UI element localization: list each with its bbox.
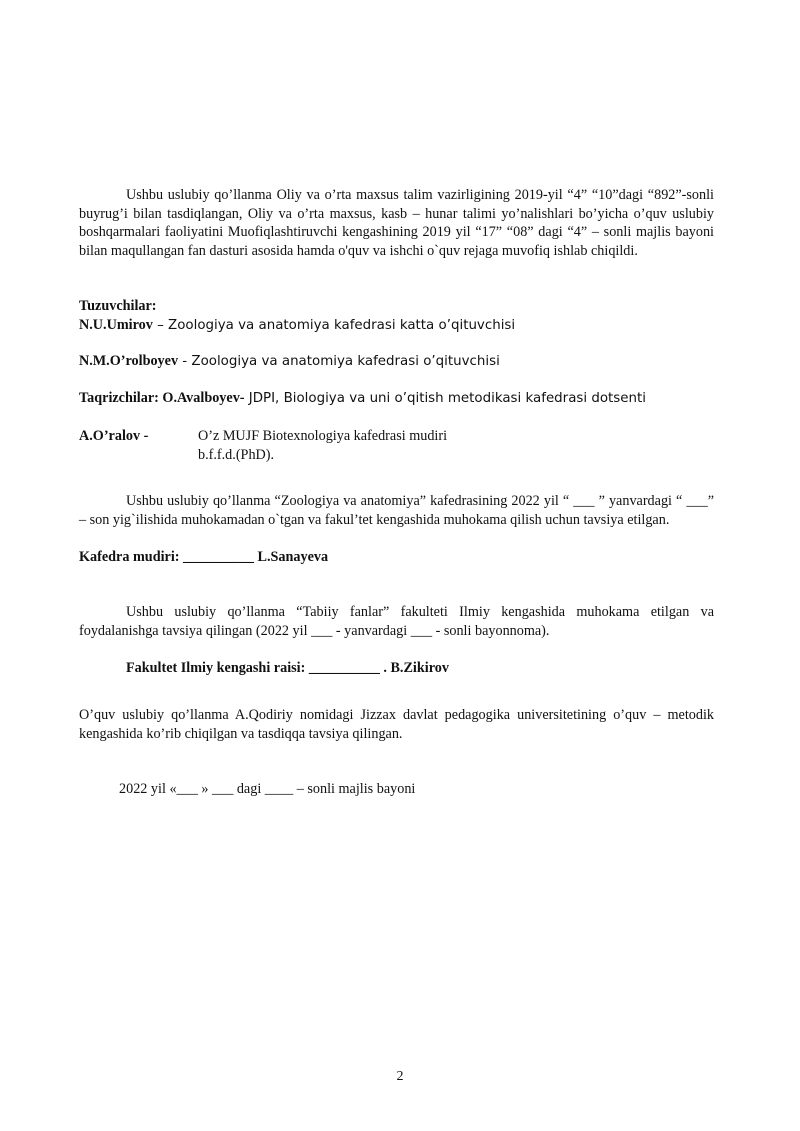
reviewer-2-name: A.O’ralov - (79, 428, 149, 444)
university-paragraph: O’quv uslubiy qo’llanma A.Qodiriy nomidagi Jizzax davlat pedagogika universitetining o’quv – metodik kengashida ko’rib chiqilgan va tasdiqqa tavsiya qilingan. (79, 707, 714, 742)
reviewer-2-desc: O’z MUJF Biotexnologiya kafedrasi mudiri (198, 428, 448, 444)
author-2-name: N.M.O’rolboyev (79, 353, 179, 369)
department-paragraph: Ushbu uslubiy qo’llanma “Zoologiya va anatomiya” kafedrasining 2022 yil “ ___ ” yanvardagi “ ___” – son yig`ilishida muhokamadan o`tgan va fakul’tet kengashida muhokama qilish uchun tavsiya etilgan. (79, 493, 714, 528)
reviewer-2 (79, 427, 148, 445)
author-1 (79, 316, 515, 335)
author-1-desc: – Zoologiya va anatomiya kafedrasi katta o’qituvchisi (152, 318, 516, 333)
approval-paragraph: Ushbu uslubiy qo’llanma Oliy va o’rta maxsus talim vazirligining 2019-yil “4” “10”dagi “892”-sonli buyrug’i bilan tasdiqlangan, Oliy va o’rta maxsus, kasb – hunar talimi yo’nalishlari bo’yicha o’quv uslubiy boshqarmalari faoliyatini Muofiqlashtiruvchi kengashining 2019 yil “17” “08” dagi “4” – sonli majlis bayoni bilan maqullangan fan dasturi asosida hamda o'quv va ishchi o`quv rejaga muvofiq ishlab chiqildi. (79, 187, 714, 259)
reviewer-2-degree: b.f.f.d.(PhD). (198, 447, 275, 463)
author-2 (79, 352, 500, 371)
reviewers-label: Taqrizchilar: O.Avalboyev- (79, 390, 245, 406)
authors-heading-label: Tuzuvchilar: (79, 298, 157, 314)
department-head-label: Kafedra mudiri: __________ L.Sanayeva (79, 549, 329, 565)
faculty-chair-label: Fakultet Ilmiy kengashi raisi: __________ . B.Zikirov (126, 660, 449, 676)
faculty-paragraph: Ushbu uslubiy qo’llanma “Tabiiy fanlar” fakulteti Ilmiy kengashida muhokama etilgan va foydalanishga tavsiya qilingan (2022 yil ___ - yanvardagi ___ - sonli bayonnoma). (79, 604, 714, 639)
reviewer-1-desc: JDPI, Biologiya va uni o’qitish metodikasi kafedrasi dotsenti (244, 391, 646, 406)
authors-heading (79, 297, 157, 315)
department-head (79, 548, 328, 566)
author-1-name: N.U.Umirov (79, 317, 153, 333)
protocol-line: 2022 yil «___ » ___ dagi ____ – sonli majlis bayoni (119, 781, 416, 797)
page-number: 2 (396, 1069, 404, 1084)
faculty-chair (126, 659, 449, 677)
reviewer-1 (79, 389, 646, 408)
author-2-desc: - Zoologiya va anatomiya kafedrasi o’qituvchisi (178, 354, 500, 369)
